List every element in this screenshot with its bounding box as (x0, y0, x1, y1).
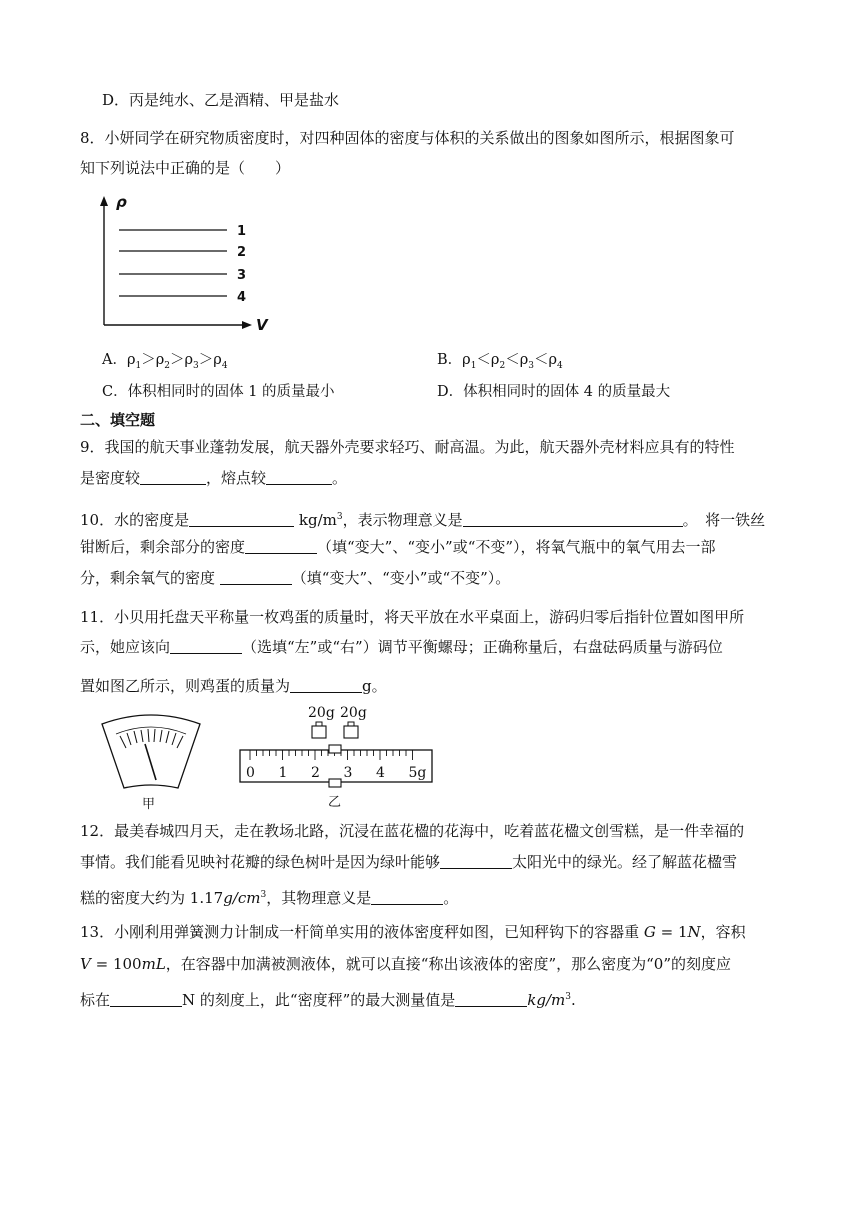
q8-option-d: D．体积相同时的固体 4 的质量最大 (437, 384, 671, 400)
line-label-1: 1 (237, 224, 247, 239)
x-axis-arrow (242, 321, 252, 329)
scale-label-4: 4 (376, 765, 385, 781)
figure-label-yi: 乙 (328, 795, 342, 810)
q11-blank-direction[interactable] (170, 638, 242, 654)
weight-icon-1 (312, 722, 326, 738)
line-label-2: 2 (237, 245, 247, 260)
q12-line2: 事情。我们能看见映衬花瓣的绿色树叶是因为绿叶能够 太阳光中的绿光。经了解蓝花楹雪 (80, 853, 738, 871)
section-title-fill-blank: 二、填空题 (80, 411, 156, 429)
q11-blank-mass[interactable] (290, 677, 362, 693)
q9-line1: 9．我国的航天事业蓬勃发展，航天器外壳要求轻巧、耐高温。为此，航天器外壳材料应具有的特性 (80, 438, 735, 456)
q8-option-c: C．体积相同时的固体 1 的质量最小 (102, 384, 335, 400)
x-axis-label: V (256, 316, 268, 334)
scale-label-1: 1 (278, 765, 288, 781)
q9-blank-2[interactable] (266, 469, 332, 485)
q13-line1: 13．小刚利用弹簧测力计制成一杆简单实用的液体密度秤如图，已知秤钩下的容器重 G = 1N，容积 (80, 923, 746, 941)
q11-line3: 置如图乙所示，则鸡蛋的质量为 g。 (80, 677, 387, 695)
scale-bar (240, 750, 432, 782)
line-label-4: 4 (237, 290, 247, 305)
line-label-3: 3 (237, 268, 247, 283)
rider-bottom (329, 779, 341, 787)
q7-option-d: D．丙是纯水、乙是酒精、甲是盐水 (102, 91, 340, 109)
weight-label-2: 20g (340, 705, 367, 721)
q10-blank-density[interactable] (189, 511, 294, 527)
q12-blank-reflect[interactable] (440, 853, 512, 869)
q12-line1: 12．最美春城四月天，走在教场北路，沉浸在蓝花楹的花海中，吃着蓝花楹文创雪糕，是一件幸福的 (80, 822, 745, 840)
balance-dial-figure (96, 712, 206, 812)
scale-label-3: 3 (343, 765, 353, 781)
q8-option-a: A．$\rho_1>\rho_2>\rho_3>\rho_4$ (102, 352, 228, 371)
q11-line2: 示，她应该向 （选填“左”或“右”）调节平衡螺母；正确称量后，右盘砝码质量与游码位 (80, 638, 723, 656)
scale-label-0: 0 (246, 765, 255, 781)
q10-blank-meaning[interactable] (463, 511, 683, 527)
q9-line2: 是密度较 ，熔点较 。 (80, 469, 348, 487)
weight-label-1: 20g (308, 705, 335, 721)
y-axis-label: ρ (116, 193, 127, 211)
q8-stem-line1: 8．小妍同学在研究物质密度时，对四种固体的密度与体积的关系做出的图象如图所示，根据图象可 (80, 129, 735, 147)
q13-line3: 标在 N 的刻度上，此“密度秤”的最大测量值是 $kg/m^3$. (80, 991, 576, 1009)
q10-line1: 10．水的密度是 $kg/m^3$，表示物理意义是 。 将一铁丝 (80, 511, 766, 529)
scale-label-2: 2 (311, 765, 320, 781)
q10-blank-oxygen[interactable] (220, 569, 292, 585)
q8-option-b: B．$\rho_1<\rho_2<\rho_3<\rho_4$ (437, 352, 563, 371)
q9-blank-1[interactable] (140, 469, 206, 485)
q10-blank-iron[interactable] (245, 538, 317, 554)
q10-line3: 分，剩余氧气的密度 （填“变大”、“变小”或“不变”）。 (80, 569, 511, 587)
y-axis-arrow (100, 196, 108, 206)
q13-blank-max[interactable] (455, 991, 527, 1007)
q12-blank-meaning[interactable] (371, 889, 443, 905)
q8-stem-line2: 知下列说法中正确的是（ ） (80, 159, 291, 177)
dial-outline (102, 715, 200, 788)
density-volume-graph (92, 192, 282, 338)
q13-line2: V = 100mL，在容器中加满被测液体，就可以直接“称出该液体的密度”，那么密度为“0”的刻度应 (80, 955, 732, 973)
rider-top (329, 745, 341, 753)
q12-line3: 糕的密度大约为 $1.17g/cm^3$，其物理意义是 。 (80, 889, 459, 907)
q10-line2: 钳断后，剩余部分的密度 （填“变大”、“变小”或“不变”），将氧气瓶中的氧气用去一部 (80, 538, 716, 556)
weight-icon-2 (344, 722, 358, 738)
figure-label-jia: 甲 (142, 797, 156, 812)
scale-label-5g: 5g (408, 765, 427, 781)
q13-blank-zero[interactable] (110, 991, 182, 1007)
q11-line1: 11．小贝用托盘天平称量一枚鸡蛋的质量时，将天平放在水平桌面上，游码归零后指针位置如图甲所 (80, 608, 745, 626)
rider-scale-figure (236, 700, 436, 812)
